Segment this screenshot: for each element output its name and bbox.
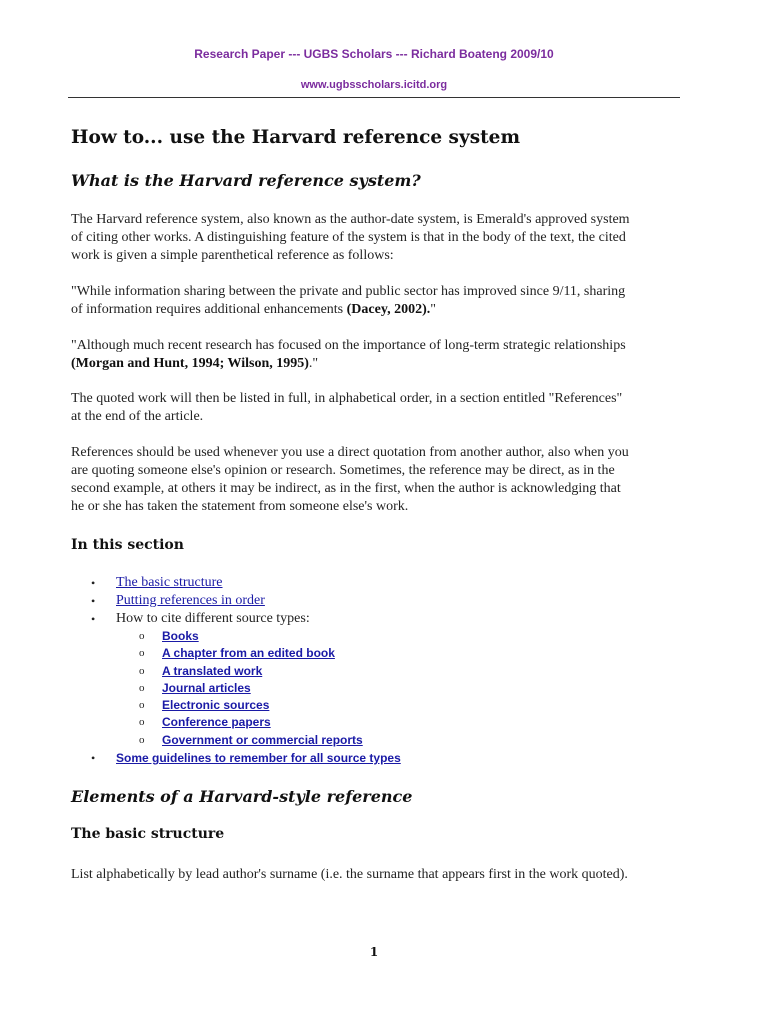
sub-bullet-icon: o: [139, 647, 145, 660]
bullet-icon: •: [91, 594, 96, 608]
references-paragraph: [71, 444, 677, 516]
basic-structure-heading: The basic structure: [71, 826, 225, 842]
quote1-citation: (Dacey, 2002).: [346, 302, 431, 317]
sub-list-item: [71, 663, 677, 680]
bullet-icon: •: [91, 576, 96, 590]
link-basic-structure[interactable]: The basic structure: [116, 575, 223, 590]
sub-list-item: [71, 732, 677, 749]
quote1-text: "While information sharing between the private and public sector has improved since 9/11, sharing: [71, 284, 626, 299]
sub-bullet-icon: o: [139, 681, 145, 694]
in-this-section-heading: In this section: [71, 537, 184, 553]
link-putting-references-in-order[interactable]: Putting references in order: [116, 593, 265, 608]
sub-bullet-icon: o: [139, 630, 145, 642]
intro-line: work is given a simple parenthetical reference as follows:: [71, 248, 394, 263]
list-item: [71, 574, 677, 592]
references-line: are quoting someone else's opinion or research. Sometimes, the reference may be direct, as in the: [71, 463, 615, 478]
intro-paragraph: [71, 211, 677, 265]
sub-bullet-icon: o: [139, 733, 145, 746]
link-translated-work[interactable]: A translated work: [162, 663, 263, 678]
basic-structure-text: List alphabetically by lead author's surname (i.e. the surname that appears first in the work quoted).: [71, 867, 628, 882]
source-types-label: How to cite different source types:: [116, 611, 310, 626]
quote-paragraph-1: [71, 283, 677, 319]
quote1-text-2: of information requires additional enhancements: [71, 302, 347, 317]
sub-list-item: [71, 645, 677, 662]
link-guidelines[interactable]: Some guidelines to remember for all source types: [116, 751, 401, 766]
sub-bullet-icon: o: [139, 664, 145, 677]
sub-list-item: [71, 680, 677, 697]
quote2-citation: (Morgan and Hunt, 1994; Wilson, 1995): [71, 356, 309, 371]
section-heading-what-is: What is the Harvard reference system?: [71, 171, 421, 190]
quoted-work-line: at the end of the article.: [71, 409, 204, 424]
header-url[interactable]: www.ugbsscholars.icitd.org: [300, 79, 448, 91]
quote1-end: ": [430, 302, 436, 317]
header-divider: [68, 97, 680, 98]
section-contents-list: [71, 574, 677, 767]
quote-paragraph-2: [71, 337, 677, 373]
link-journal-articles[interactable]: Journal articles: [162, 680, 251, 695]
sub-bullet-icon: o: [139, 716, 145, 729]
link-conference-papers[interactable]: Conference papers: [162, 715, 271, 730]
list-item: [71, 749, 677, 767]
quoted-work-paragraph: [71, 390, 677, 426]
intro-line: The Harvard reference system, also known as the author-date system, is Emerald's approved system: [71, 212, 630, 227]
page-number: 1: [369, 945, 379, 959]
sub-list-item: [71, 714, 677, 731]
references-line: References should be used whenever you use a direct quotation from another author, also when you: [71, 445, 629, 460]
quote2-end: .": [308, 356, 319, 371]
sub-list-item: [71, 697, 677, 714]
link-books[interactable]: Books: [162, 629, 199, 643]
page-title: How to... use the Harvard reference system: [71, 127, 521, 148]
references-line: second example, at others it may be indirect, as in the first, when the author is acknowledging that: [71, 481, 621, 496]
link-chapter-edited-book[interactable]: A chapter from an edited book: [162, 646, 335, 661]
bullet-icon: •: [91, 612, 96, 626]
header-title: Research Paper --- UGBS Scholars --- Richard Boateng 2009/10: [194, 47, 554, 61]
list-item: [71, 592, 677, 610]
sub-bullet-icon: o: [139, 699, 145, 712]
intro-line: of citing other works. A distinguishing feature of the system is that in the body of the text, the cited: [71, 230, 626, 245]
link-electronic-sources[interactable]: Electronic sources: [162, 698, 270, 713]
quoted-work-line: The quoted work will then be listed in full, in alphabetical order, in a section entitled "References": [71, 391, 623, 406]
section-heading-elements: Elements of a Harvard-style reference: [71, 787, 413, 806]
bullet-icon: •: [91, 751, 96, 766]
quote2-text: "Although much recent research has focused on the importance of long-term strategic relationships: [71, 338, 626, 353]
references-line: he or she has taken the statement from someone else's work.: [71, 499, 409, 514]
list-item: [71, 610, 677, 628]
link-government-reports[interactable]: Government or commercial reports: [162, 732, 363, 747]
sub-list-item: [71, 628, 677, 645]
